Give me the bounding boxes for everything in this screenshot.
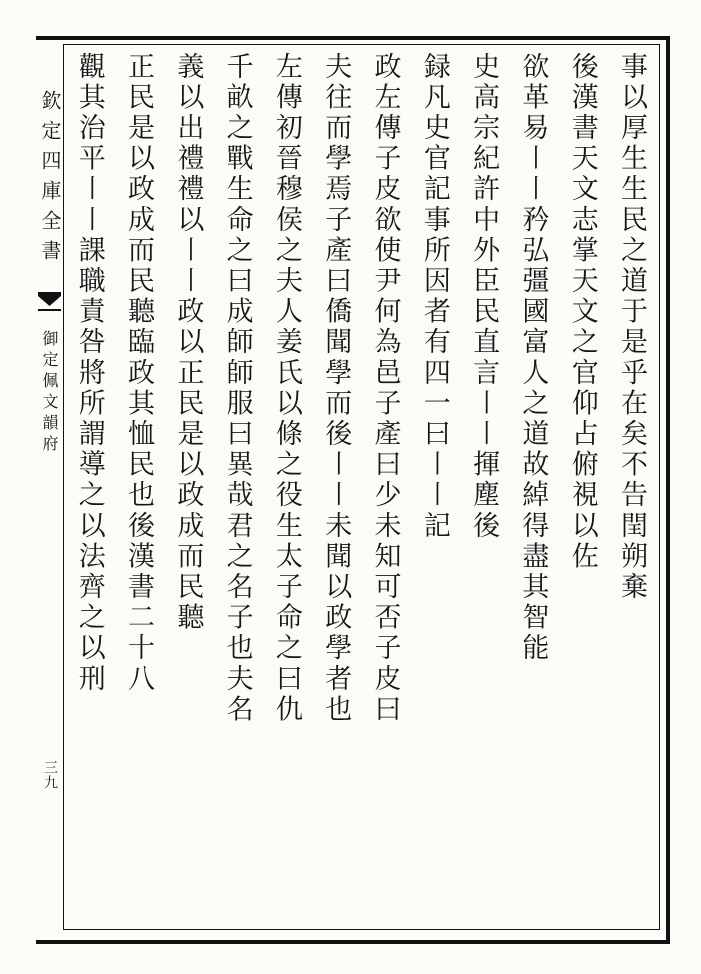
text-column: 千畝之戰生命之曰成師師服曰異哉君之名子也夫名	[221, 52, 253, 726]
text-column: 政左傳子皮欲使尹何為邑子產曰少未知可否子皮曰	[369, 52, 401, 726]
page-number: 三九	[42, 760, 58, 790]
text-column: 左傳初晉穆侯之夫人姜氏以條之役生太子命之曰仇	[270, 52, 302, 726]
text-column: 事以厚生生民之道于是乎在矣不告閏朔棄	[616, 52, 647, 603]
text-columns	[64, 52, 656, 924]
text-column: 觀其治平〡〡課職責咎將所謂導之以法齊之以刑	[73, 52, 105, 695]
text-column: 義以出禮禮以〡〡政以正民是以政成而民聽	[172, 52, 204, 634]
volume-title: 御定佩文韻府	[40, 330, 59, 456]
text-column: 正民是以政成而民聽臨政其恤民也後漢書二十八	[123, 52, 155, 695]
text-column: 後漢書天文志掌天文之官仰占俯視以佐	[566, 52, 598, 573]
page-margin-strip	[36, 40, 63, 934]
text-column: 録凡史官記事所因者有四一曰〡〡記	[418, 52, 450, 542]
fishtail-mark-icon	[36, 290, 63, 312]
text-column: 夫往而學焉子產曰僑聞學而後〡〡未聞以政學者也	[320, 52, 352, 726]
text-column: 欲革易〡〡矜弘彊國富人之道故綽得盡其智能	[517, 52, 549, 664]
text-column: 史高宗紀許中外臣民直言〡〡揮塵後	[468, 52, 500, 542]
book-title: 欽定四庫全書	[38, 90, 62, 270]
